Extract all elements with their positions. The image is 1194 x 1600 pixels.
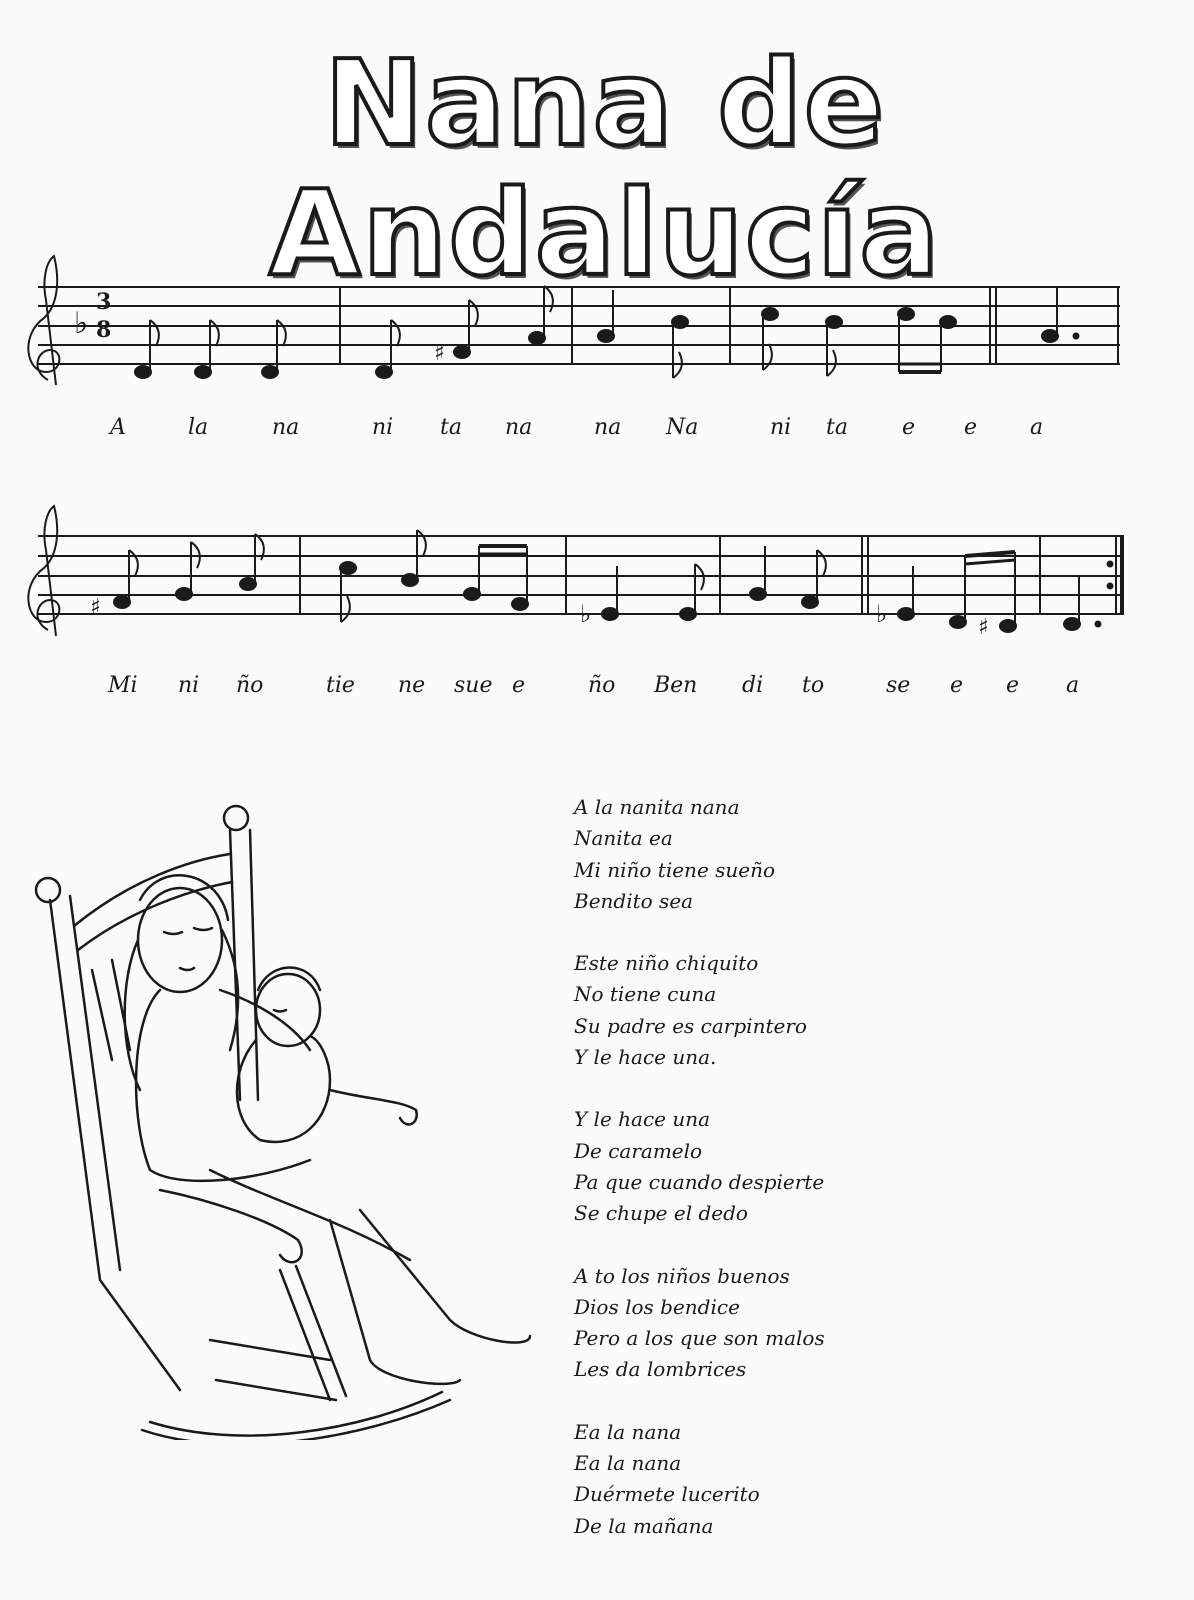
verse-line: No tiene cuna (574, 982, 717, 1007)
verse-line: Dios los bendice (574, 1294, 740, 1319)
verse-line: Les da lombrices (574, 1357, 747, 1382)
stanza (574, 948, 1134, 1073)
syllable: Ben (654, 673, 698, 698)
syllable: e (1006, 673, 1020, 698)
syllable: a (1030, 415, 1044, 440)
verse-line: A to los niños buenos (574, 1263, 790, 1288)
verse-line: Mi niño tiene sueño (574, 857, 776, 882)
treble-clef-icon (28, 256, 59, 385)
lyrics-line-2 (107, 673, 1079, 698)
stanza (574, 1417, 1134, 1542)
syllable: ño (236, 673, 264, 698)
syllable: e (964, 415, 978, 440)
syllable: to (802, 673, 825, 698)
syllable: ni (178, 673, 200, 698)
syllable: Mi (108, 673, 138, 698)
syllable: Na (666, 415, 699, 440)
verse-line: Ea la nana (574, 1419, 682, 1444)
notes-line-2 (114, 530, 1113, 632)
flat-icon: ♭ (876, 600, 888, 628)
verse-line: Ea la nana (574, 1451, 682, 1476)
verse-line: Este niño chiquito (574, 951, 759, 976)
verse-line: Nanita ea (574, 826, 673, 851)
syllable: a (1066, 673, 1080, 698)
time-sig-top: 3 (96, 289, 112, 315)
stanza (574, 792, 1134, 917)
flat-icon: ♭ (74, 306, 89, 341)
treble-clef-icon (28, 506, 59, 636)
mother-baby-illustration (30, 800, 550, 1440)
syllable: tie (326, 673, 355, 698)
verse-line: Y le hace una. (574, 1045, 717, 1070)
verse-line: Pa que cuando despierte (574, 1169, 825, 1194)
music-score (0, 0, 1194, 720)
syllable: ño (588, 673, 616, 698)
flat-icon: ♭ (580, 600, 592, 628)
verse-line: De la mañana (574, 1513, 714, 1538)
staff-1 (38, 287, 1120, 364)
page-title: Nana de Andalucía (269, 34, 941, 302)
syllable: e (950, 673, 964, 698)
sharp-icon: ♯ (90, 595, 101, 620)
verse-line: Se chupe el dedo (574, 1201, 748, 1226)
syllable: na (505, 415, 533, 440)
verse-line: De caramelo (574, 1138, 703, 1163)
sharp-icon: ♯ (434, 341, 445, 366)
syllable: ta (826, 415, 848, 440)
syllable: se (886, 673, 911, 698)
syllable: ne (398, 673, 426, 698)
stanza (574, 1261, 1134, 1386)
time-sig-bottom: 8 (96, 317, 112, 343)
verse-line: Duérmete lucerito (574, 1482, 760, 1507)
syllable: na (272, 415, 300, 440)
verse-line: A la nanita nana (574, 795, 740, 819)
verse-line: Bendito sea (574, 888, 694, 913)
verse-line: Su padre es carpintero (574, 1013, 807, 1038)
verse-line: Y le hace una (574, 1107, 711, 1132)
stanza (574, 1104, 1134, 1229)
lyrics-verses (574, 792, 1134, 1573)
syllable: A (110, 415, 126, 440)
verse-line: Pero a los que son malos (574, 1326, 825, 1351)
syllable: e (512, 673, 526, 698)
syllable: sue (454, 673, 493, 698)
syllable: e (902, 415, 916, 440)
syllable: ni (770, 415, 792, 440)
sharp-icon: ♯ (978, 615, 989, 640)
syllable: na (594, 415, 622, 440)
lyrics-line-1 (108, 415, 1043, 440)
syllable: ni (372, 415, 394, 440)
syllable: ta (440, 415, 462, 440)
syllable: di (742, 673, 764, 698)
syllable: la (188, 415, 209, 440)
